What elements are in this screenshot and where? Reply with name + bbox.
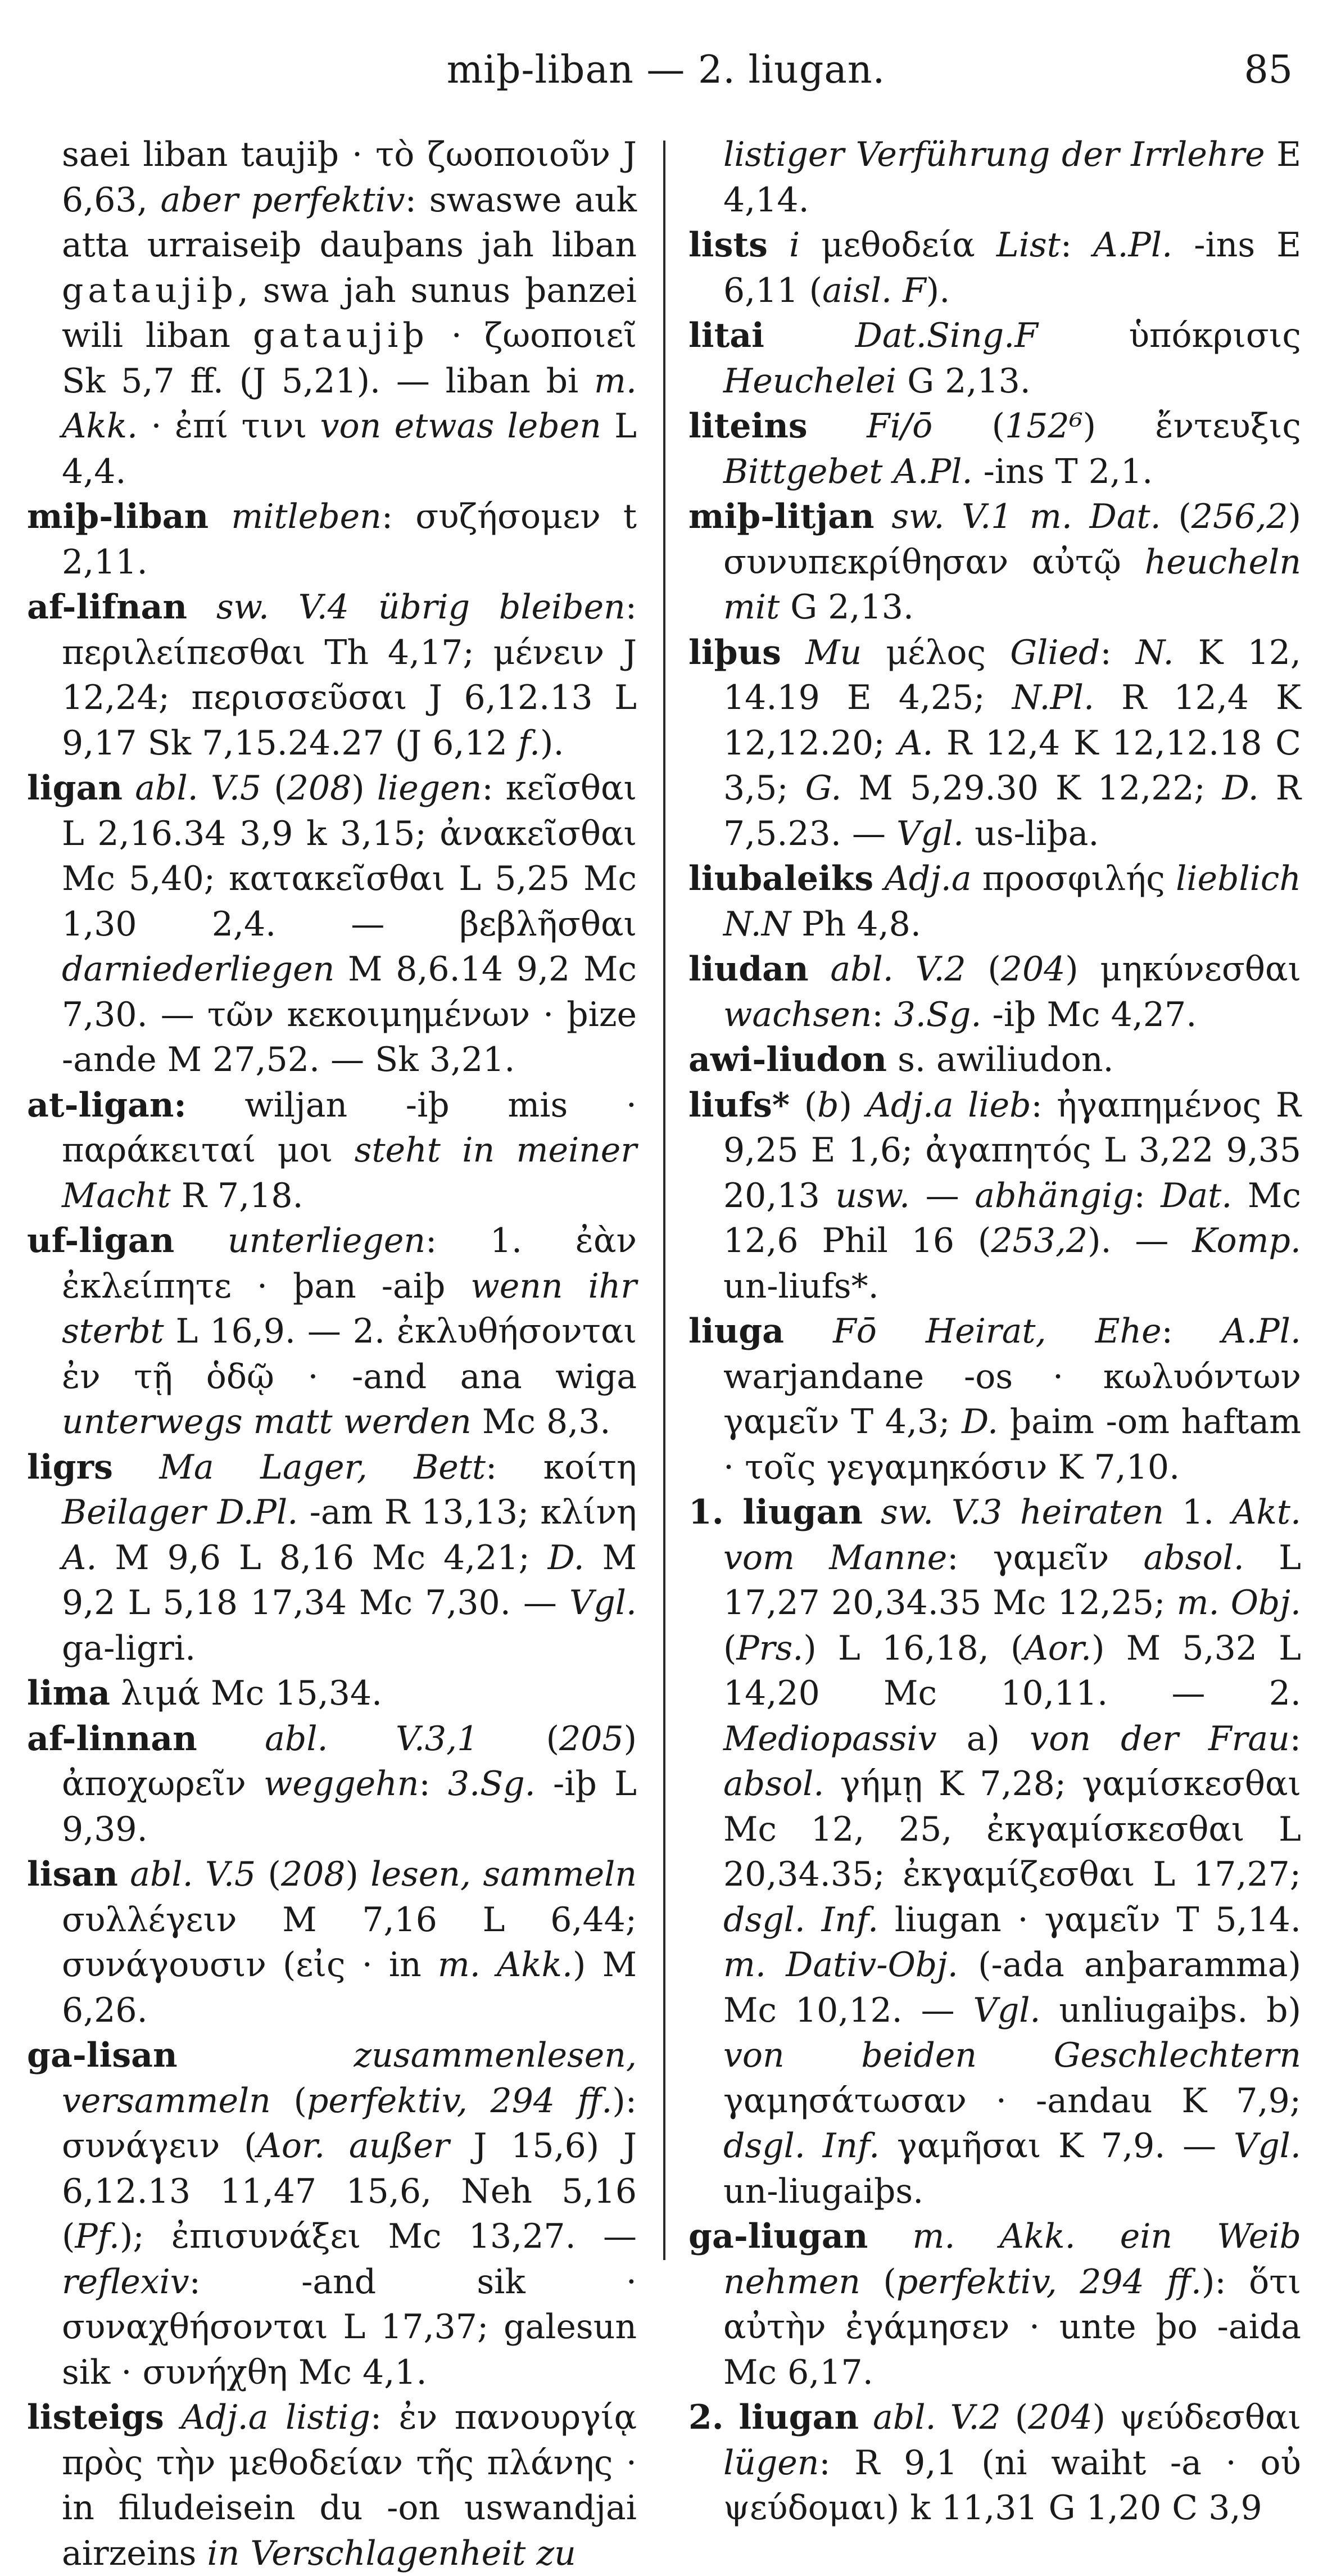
entry-text: saei liban taujiþ · τὸ ζωοποιοῦν J 6,63,: [62, 135, 637, 220]
entry-text: [187, 587, 216, 627]
column-divider: [663, 141, 665, 2260]
headword: miþ-liban: [27, 497, 209, 536]
entry-text: ): [345, 1855, 371, 1894]
italic-text: aisl. F: [822, 270, 926, 310]
italic-text: lieblich N.N: [723, 859, 1301, 944]
headword: listeigs: [27, 2398, 164, 2437]
italic-text: Beilager D.Pl.: [62, 1493, 298, 1532]
italic-text: Mu: [805, 632, 862, 672]
dictionary-entry: [688, 856, 1301, 947]
italic-text: aber perfektiv: [160, 180, 405, 220]
entry-text: (: [261, 769, 287, 808]
entry-text: ) M 5,32 L 14,20 Mc 10,11. — 2.: [723, 1628, 1301, 1713]
italic-text: absol.: [723, 1764, 824, 1804]
entry-text: συλλέγειν M 7,16 L 6,44; συνάγουσιν (εἰς · in: [62, 1900, 637, 1985]
italic-text: lesen, sammeln: [370, 1855, 637, 1894]
entry-text: L 17,27 20,34.35 Mc 12,25;: [723, 1538, 1301, 1623]
italic-text: von der Frau: [1030, 1719, 1290, 1759]
dictionary-entry: [27, 1671, 637, 1716]
entry-text: ) ψεύδεσθαι: [1092, 2398, 1301, 2437]
headword: awi-liudon: [688, 1040, 887, 1079]
running-head: [0, 39, 1332, 101]
entry-text: G 2,13.: [780, 587, 914, 627]
entry-text: K 12, 14.19 E 4,25;: [723, 632, 1302, 717]
italic-text: Adj.a: [884, 859, 972, 898]
italic-text: G.: [805, 769, 842, 808]
spaced-text: gataujiþ: [62, 270, 238, 310]
italic-text: Fi/ō: [867, 406, 933, 446]
entry-text: (: [1161, 497, 1191, 536]
dictionary-entry: [27, 585, 637, 766]
entry-text: ): συνάγειν (: [62, 2081, 637, 2166]
entry-text: warjandane -os · κωλυόντων γαμεῖν T 4,3;: [723, 1357, 1301, 1441]
entry-text: : R 9,1 (ni waiht -a · οὐ ψεύδομαι) k 11,31 G 1,20 C 3,9: [723, 2443, 1301, 2528]
entry-text: L 16,9. — 2. ἐκλυθήσονται ἐν τῇ ὁδῷ · -and ana wiga: [62, 1312, 637, 1397]
entry-text: (: [966, 950, 1001, 989]
entry-text: : ἠγαπημένος R 9,25 E 1,6; ἀγαπητός L 3,22 9,35 20,13: [723, 1085, 1301, 1215]
italic-text: 152⁶: [1005, 406, 1083, 446]
dictionary-entry: [27, 2033, 637, 2395]
headword: 2. liugan: [688, 2398, 859, 2437]
entry-text: ὑπόκρισις: [1037, 316, 1301, 355]
dictionary-entry: [688, 494, 1301, 630]
entry-text: , swa jah sunus þanzei wili liban: [62, 270, 637, 355]
dictionary-entry: [27, 766, 637, 1083]
entry-text: ): [351, 769, 377, 808]
entry-continuation: [27, 132, 637, 494]
entry-text: λιμά Mc 15,34.: [110, 1674, 383, 1713]
italic-text: D.: [547, 1538, 585, 1578]
entry-text: (: [270, 2081, 307, 2121]
italic-text: m. Akk.: [62, 361, 637, 446]
italic-text: zusammenlesen, versammeln: [62, 2036, 637, 2121]
italic-text: heucheln mit: [723, 542, 1301, 627]
entry-text: un-liufs*.: [723, 1266, 879, 1306]
italic-text: wenn ihr sterbt: [62, 1266, 637, 1351]
italic-text: Vgl.: [896, 814, 964, 853]
italic-text: 3.Sg.: [894, 995, 982, 1034]
italic-text: Vgl.: [1234, 2126, 1301, 2166]
entry-text: γήμῃ K 7,28; γαμίσκεσθαι Mc 12, 25, ἐκγαμίσκεσθαι L 20,34.35; ἐκγαμίζεσθαι L 17,27;: [723, 1764, 1301, 1894]
dictionary-entry: [27, 1445, 637, 1671]
italic-text: 208: [280, 1855, 346, 1894]
entry-text: (: [723, 1628, 737, 1668]
entry-text: [113, 1448, 159, 1487]
entry-text: (: [932, 406, 1005, 446]
left-column: [27, 132, 637, 2576]
italic-text: m. Dativ-Obj.: [723, 1945, 958, 1985]
headword: af-linnan: [27, 1719, 197, 1759]
italic-text: darniederliegen: [62, 950, 335, 989]
entry-text: -ins E 6,11 (: [723, 225, 1302, 310]
entry-text: : 1. ἐὰν ἐκλείπητε · þan -aiþ: [62, 1221, 637, 1306]
headword: liubaleiks: [688, 859, 874, 898]
headword: uf-ligan: [27, 1221, 175, 1260]
entry-text: : ἐν πανουργίᾳ πρὸς τὴν μεθοδείαν τῆς πλάνης · in filudeisein du -on uswandjai airzeins: [62, 2398, 637, 2573]
entry-text: Ph 4,8.: [791, 904, 921, 944]
dictionary-entry: [688, 630, 1301, 857]
spaced-text: gataujiþ: [252, 316, 429, 355]
entry-text: ).: [540, 723, 564, 763]
entry-text: ) L 16,18, (: [803, 1628, 1024, 1668]
entry-text: ): [839, 1085, 867, 1125]
dictionary-entry: [688, 223, 1301, 313]
italic-text: abl. V.2: [873, 2398, 1001, 2437]
dictionary-entry: [27, 494, 637, 585]
headword: liudan: [688, 950, 809, 989]
italic-text: in Verschlagenheit zu: [207, 2533, 576, 2573]
dictionary-entry: [688, 1490, 1301, 2214]
dictionary-entry: [27, 2395, 637, 2576]
entry-text: un-liugaiþs.: [723, 2171, 924, 2211]
italic-text: sw. V.3 heiraten: [880, 1493, 1165, 1532]
entry-text: J 15,6) J 6,12.13 11,47 15,6, Neh 5,16 (: [62, 2126, 637, 2256]
entry-text: L 4,4.: [62, 406, 637, 491]
entry-text: ga-ligri.: [62, 1628, 196, 1668]
headword: lima: [27, 1674, 110, 1713]
entry-text: [197, 1719, 265, 1759]
headword: ligrs: [27, 1447, 113, 1487]
headword: miþ-litjan: [688, 497, 875, 536]
italic-text: Fō Heirat, Ehe: [833, 1312, 1162, 1351]
dictionary-entry: [27, 1852, 637, 2033]
entry-text: : κοίτη: [486, 1447, 637, 1487]
entry-text: [868, 2217, 912, 2256]
dictionary-entry: [688, 1083, 1301, 1309]
italic-text: von etwas leben: [320, 406, 601, 446]
italic-text: Heuchelei: [723, 361, 897, 401]
dictionary-entry: [27, 1218, 637, 1445]
italic-text: abl. V.5: [130, 1855, 256, 1894]
italic-text: N.: [1135, 632, 1174, 672]
entry-text: [873, 859, 884, 898]
entry-text: :: [872, 995, 894, 1034]
headword: lisan: [27, 1855, 118, 1894]
page-number: 85: [1244, 48, 1293, 92]
italic-text: 205: [559, 1719, 624, 1759]
entry-text: Mc 8,3.: [471, 1402, 611, 1441]
entry-text: M 9,6 L 8,16 Mc 4,21;: [97, 1538, 548, 1578]
italic-text: unterwegs matt werden: [62, 1402, 472, 1441]
entry-text: M 5,29.30 K 12,22;: [841, 769, 1222, 808]
italic-text: lügen: [723, 2443, 819, 2483]
entry-text: :: [1161, 1312, 1222, 1351]
entry-text: :: [1060, 225, 1094, 265]
running-title: miþ-liban — 2. liugan.: [446, 48, 886, 92]
italic-text: D.: [962, 1402, 999, 1441]
italic-text: Aor. außer: [257, 2126, 450, 2166]
dictionary-entry: [27, 1083, 637, 1219]
entry-text: ) συνυπεκρίθησαν αὐτῷ: [723, 497, 1301, 582]
entry-text: a): [936, 1719, 1030, 1759]
entry-text: :: [419, 1764, 448, 1804]
entry-text: (: [790, 1085, 818, 1125]
entry-text: ): ὅτι αὐτὴν ἐγάμησεν · unte þo -aida Mc 6,17.: [723, 2262, 1301, 2392]
italic-text: dsgl. Inf.: [723, 1900, 879, 1940]
italic-text: sw. V.4 übrig bleiben: [216, 587, 626, 627]
italic-text: Glied: [1010, 632, 1100, 672]
entry-text: : συζήσομεν t 2,11.: [62, 497, 637, 582]
entry-text: :: [1100, 632, 1136, 672]
italic-text: A.: [62, 1538, 97, 1578]
entry-text: · ἐπί τινι: [138, 406, 320, 446]
entry-text: ) μηκύνεσθαι: [1065, 950, 1302, 989]
headword: af-lifnan: [27, 587, 187, 627]
italic-text: f.: [518, 723, 541, 763]
italic-text: D.: [1222, 769, 1259, 808]
italic-text: Adj.a lieb: [866, 1085, 1031, 1125]
italic-text: Bittgebet A.Pl.: [723, 451, 973, 491]
italic-text: Mediopassiv: [723, 1719, 937, 1759]
entry-text: unliugaiþs. b): [1040, 1990, 1301, 2030]
italic-text: mitleben: [231, 497, 382, 536]
italic-text: 204: [1028, 2398, 1093, 2437]
entry-text: [209, 497, 231, 536]
italic-text: Vgl.: [569, 1583, 637, 1623]
italic-text: liegen: [377, 769, 482, 808]
entry-text: -iþ L 9,39.: [62, 1764, 637, 1849]
dictionary-entry: [688, 404, 1301, 494]
entry-continuation: [688, 132, 1301, 223]
entry-text: R 12,4 K 12,12.20;: [723, 678, 1301, 763]
entry-text: liugan · γαμεῖν T 5,14.: [878, 1900, 1301, 1940]
italic-text: perfektiv, 294 ff.: [306, 2081, 613, 2121]
entry-text: [764, 316, 855, 355]
entry-text: : swaswe auk atta urraiseiþ dauþans jah liban: [62, 180, 637, 265]
entry-text: [875, 497, 892, 536]
italic-text: Pf.: [75, 2217, 120, 2256]
italic-text: steht in meiner Macht: [62, 1131, 637, 1215]
dictionary-entry: [688, 2395, 1301, 2531]
entry-text: : γαμεῖν: [947, 1538, 1144, 1578]
right-column: [688, 132, 1301, 2531]
entry-text: [863, 1493, 881, 1532]
entry-text: [809, 950, 831, 989]
italic-text: m. Obj.: [1176, 1583, 1302, 1623]
entry-text: ) ἔντευξις: [1082, 406, 1301, 446]
entry-text: προσφιλής: [971, 859, 1176, 898]
headword: liþus: [688, 632, 781, 672]
dictionary-entry: [27, 1716, 637, 1852]
entry-text: γαμησάτωσαν · -andau K 7,9;: [723, 2081, 1301, 2121]
italic-text: absol.: [1143, 1538, 1244, 1578]
entry-text: [123, 769, 135, 808]
italic-text: m. Akk. ein Weib nehmen: [723, 2217, 1301, 2302]
dictionary-entry: [688, 947, 1301, 1037]
entry-text: [784, 1312, 833, 1351]
entry-text: —: [910, 1176, 975, 1215]
italic-text: usw.: [835, 1176, 910, 1215]
entry-text: (-ada anþaramma) Mc 10,12. —: [723, 1945, 1301, 2030]
italic-text: dsgl. Inf.: [723, 2126, 880, 2166]
entry-text: [118, 1855, 130, 1894]
italic-text: abl. V.2: [830, 950, 966, 989]
entry-text: (: [860, 2262, 896, 2302]
entry-text: -am R 13,13; κλίνη: [298, 1493, 637, 1532]
italic-text: abhängig: [975, 1176, 1134, 1215]
dictionary-entry: [688, 313, 1301, 404]
entry-text: : -and sik · συναχθήσονται L 17,37; galesun sik · συνήχθη Mc 4,1.: [62, 2262, 637, 2392]
italic-text: Dat.: [1161, 1176, 1233, 1215]
entry-text: R 12,4 K 12,12.18 C 3,5;: [723, 723, 1301, 808]
italic-text: Aor.: [1023, 1628, 1092, 1668]
italic-text: Akt. vom Manne: [723, 1493, 1302, 1578]
entry-text: ) M 6,26.: [62, 1945, 637, 2030]
entry-text: 1.: [1164, 1493, 1233, 1532]
dictionary-entry: [688, 1309, 1301, 1490]
entry-text: wiljan -iþ mis · παράκειταί μοι: [62, 1085, 637, 1170]
entry-text: [808, 406, 867, 446]
entry-text: · ζωοποιεῖ Sk 5,7 ff. (J 5,21). — liban bi: [62, 316, 637, 401]
italic-text: A.: [898, 723, 934, 763]
headword: ga-liugan: [688, 2217, 868, 2256]
entry-text: M 8,6.14 9,2 Mc 7,30. — τῶν κεκοιμημένων · þize -ande M 27,52. — Sk 3,21.: [62, 950, 637, 1079]
italic-text: reflexiv: [62, 2262, 189, 2302]
headword: lists: [688, 225, 768, 265]
entry-text: R 7,5.23. —: [723, 769, 1301, 853]
italic-text: A.Pl.: [1093, 225, 1173, 265]
italic-text: wachsen: [723, 995, 872, 1034]
entry-text: E 4,14.: [723, 135, 1301, 220]
entry-text: γαμῆσαι K 7,9. —: [880, 2126, 1234, 2166]
dictionary-entry: [688, 1037, 1301, 1083]
entry-text: : περιλείπεσθαι Th 4,17; μένειν J 12,24; περισσεῦσαι J 6,12.13 L 9,17 Sk 7,15.24.27 (J 6,12: [62, 587, 637, 763]
headword: ligan: [27, 769, 123, 808]
dictionary-entry: [688, 2214, 1301, 2395]
headword: liufs*: [688, 1085, 790, 1125]
entry-text: [174, 1221, 228, 1260]
entry-text: R 7,18.: [170, 1176, 303, 1215]
italic-text: von beiden Geschlechtern: [723, 2036, 1301, 2075]
entry-text: :: [1134, 1176, 1161, 1215]
italic-text: b: [817, 1085, 839, 1125]
entry-text: us-liþa.: [964, 814, 1099, 853]
italic-text: Vgl.: [973, 1990, 1041, 2030]
italic-text: listiger Verführung der Irrlehre: [723, 135, 1265, 174]
entry-text: ). —: [1088, 1221, 1193, 1260]
italic-text: 256,2: [1191, 497, 1288, 536]
italic-text: 208: [287, 769, 352, 808]
headword: ga-lisan: [27, 2036, 178, 2075]
italic-text: A.Pl.: [1221, 1312, 1301, 1351]
italic-text: m. Akk.: [437, 1945, 573, 1985]
headword: liteins: [688, 406, 808, 446]
headword: liuga: [688, 1312, 785, 1351]
italic-text: perfektiv, 294 ff.: [896, 2262, 1202, 2302]
italic-text: 204: [1000, 950, 1066, 989]
entry-text: (: [478, 1719, 560, 1759]
entry-text: ).: [926, 270, 950, 310]
entry-text: (: [256, 1855, 281, 1894]
entry-text: [768, 225, 789, 265]
italic-text: abl. V.5: [135, 769, 262, 808]
entry-text: G 2,13.: [896, 361, 1031, 401]
italic-text: List: [996, 225, 1061, 265]
entry-text: ); ἐπισυνάξει Mc 13,27. —: [119, 2217, 637, 2256]
italic-text: Ma Lager, Bett: [159, 1447, 486, 1487]
italic-text: 253,2: [991, 1221, 1088, 1260]
italic-text: Komp.: [1192, 1221, 1301, 1260]
italic-text: Prs.: [736, 1628, 804, 1668]
entry-text: (: [1000, 2398, 1029, 2437]
entry-text: [859, 2398, 873, 2437]
entry-text: [781, 633, 805, 672]
entry-text: Mc 12,6 Phil 16 (: [723, 1176, 1301, 1260]
entry-text: s. awiliudon.: [887, 1040, 1114, 1079]
italic-text: N.Pl.: [1012, 678, 1095, 717]
entry-text: : κεῖσθαι L 2,16.34 3,9 k 3,15; ἀνακεῖσθαι Mc 5,40; κατακεῖσθαι L 5,25 Mc 1,30 2,4. — βεβλῆσθαι: [62, 769, 637, 944]
entry-text: -iþ Mc 4,27.: [981, 995, 1197, 1034]
headword: at-ligan:: [27, 1085, 187, 1125]
italic-text: 3.Sg.: [447, 1764, 536, 1804]
headword: litai: [688, 316, 764, 355]
italic-text: weggehn: [263, 1764, 419, 1804]
italic-text: i: [789, 225, 800, 265]
headword: 1. liugan: [688, 1493, 863, 1532]
italic-text: Adj.a listig: [181, 2398, 370, 2437]
entry-text: [178, 2036, 354, 2075]
entry-text: μέλος: [862, 632, 1011, 672]
entry-text: -ins T 2,1.: [972, 451, 1153, 491]
entry-text: M 9,2 L 5,18 17,34 Mc 7,30. —: [62, 1538, 637, 1623]
entry-text: :: [1289, 1719, 1301, 1759]
entry-text: ) ἀποχωρεῖν: [62, 1719, 637, 1804]
entry-text: μεθοδεία: [800, 225, 996, 265]
italic-text: abl. V.3,1: [265, 1719, 479, 1759]
italic-text: sw. V.1 m. Dat.: [891, 497, 1161, 536]
italic-text: unterliegen: [227, 1221, 425, 1260]
italic-text: Dat.Sing.F: [855, 316, 1038, 355]
entry-text: þaim -om haftam · τοῖς γεγαμηκόσιν K 7,10.: [723, 1402, 1302, 1487]
entry-text: [164, 2398, 182, 2437]
